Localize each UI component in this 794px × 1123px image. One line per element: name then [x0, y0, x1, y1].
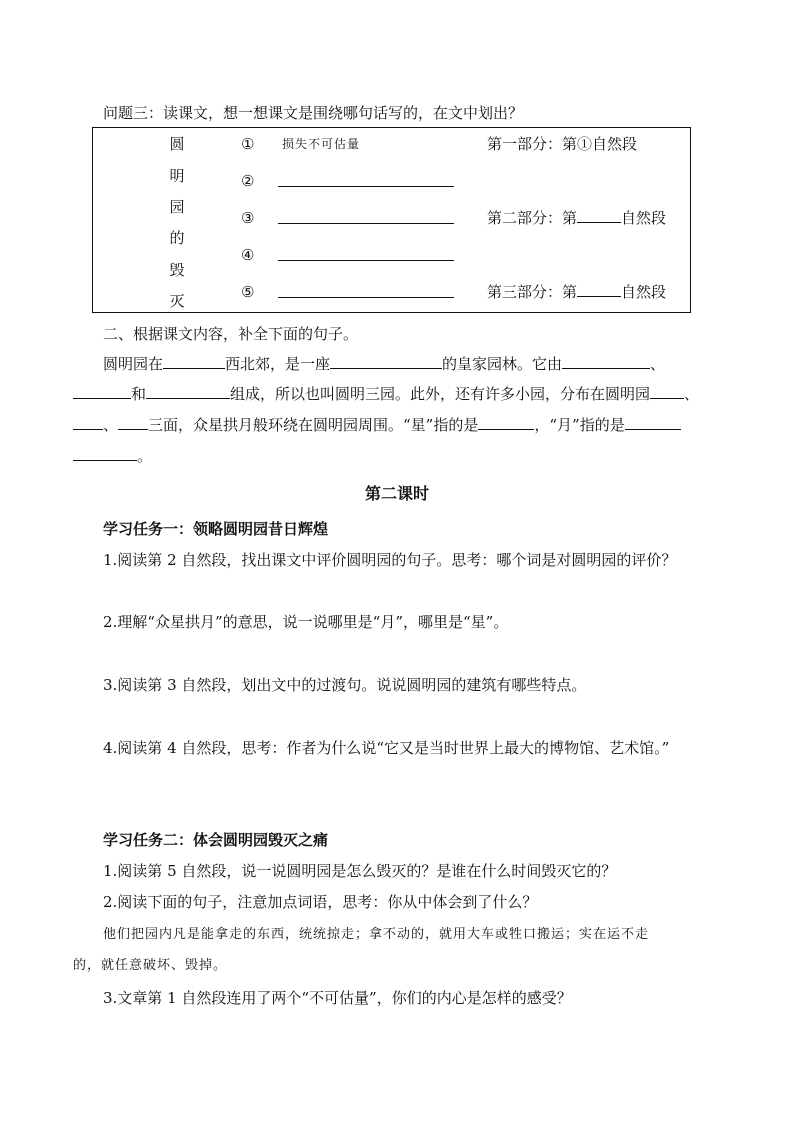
fill-blank[interactable] [625, 415, 681, 430]
task-two-q2: 2.阅读下面的句子，注意加点词语，思考：你从中体会到了什么？ [103, 893, 538, 911]
table-title-char: 明 [169, 167, 185, 185]
section-two-title: 二、根据课文内容，补全下面的句子。 [103, 325, 359, 343]
part-one: 第一部分：第①自然段 [487, 135, 638, 153]
quote-line-2: 的，就任意破坏、毁掉。 [73, 958, 228, 973]
row-number: ② [241, 172, 255, 190]
fill-line-2: 和 组成，所以也叫圆明三园。此外，还有许多小园，分布在圆明园 、 [73, 384, 699, 404]
fill-blank[interactable] [73, 446, 137, 461]
fill-line-4: 。 [73, 446, 152, 466]
fill-line-1: 圆明园在 西北郊，是一座 的皇家园林。它由 、 [103, 355, 666, 373]
quote-line-1: 他们把园内凡是能拿走的东西，统统掠走；拿不动的，就用大车或牲口搬运；实在运不走 [103, 927, 650, 942]
task-one-q3: 3.阅读第 3 自然段，划出文中的过渡句。说说圆明园的建筑有哪些特点。 [103, 676, 587, 694]
fill-blank[interactable] [73, 415, 103, 430]
row-number: ① [241, 135, 255, 153]
fill-blank[interactable] [562, 354, 650, 369]
part-two-blank[interactable] [577, 208, 621, 223]
row-number: ④ [241, 246, 255, 264]
fill-blank[interactable] [73, 384, 131, 399]
part-two: 第二部分：第 自然段 [487, 209, 667, 227]
table-title-char: 圆 [169, 135, 185, 153]
fill-blank[interactable] [146, 384, 230, 399]
fill-blank[interactable] [118, 415, 148, 430]
fill-blank[interactable] [163, 354, 225, 369]
fill-line-3: 、 三面，众星拱月般环绕在圆明园周围。“星”指的是 ，“月”指的是 [73, 415, 681, 435]
table-title-char: 灭 [169, 292, 185, 310]
answer-blank[interactable] [278, 260, 454, 261]
table-title-char: 园 [169, 198, 185, 216]
fill-blank[interactable] [478, 415, 534, 430]
part-three-blank[interactable] [577, 282, 621, 297]
answer-blank[interactable] [278, 186, 454, 187]
task-two-q3: 3.文章第 1 自然段连用了两个“不可估量”，你们的内心是怎样的感受？ [103, 989, 572, 1007]
table-title-char: 的 [169, 229, 185, 247]
task-two-q1: 1.阅读第 5 自然段，说一说圆明园是怎么毁灭的？是谁在什么时间毁灭它的？ [103, 862, 617, 880]
task-one-q1: 1.阅读第 2 自然段，找出课文中评价圆明园的句子。思考：哪个词是对圆明园的评价？ [103, 551, 677, 569]
row-number: ⑤ [241, 283, 255, 301]
task-one-q2: 2.理解“众星拱月”的意思，说一说哪里是“月”，哪里是“星”。 [103, 613, 509, 631]
answer-blank[interactable] [278, 297, 454, 298]
answer-blank[interactable] [278, 223, 454, 224]
task-two-title: 学习任务二：体会圆明园毁灭之痛 [103, 831, 329, 849]
table-title-char: 毁 [169, 261, 185, 279]
task-one-title: 学习任务一：领略圆明园昔日辉煌 [103, 520, 329, 538]
fill-blank[interactable] [650, 384, 684, 399]
lesson-two-title: 第二课时 [364, 484, 429, 503]
fill-blank[interactable] [330, 354, 442, 369]
row-number: ③ [241, 209, 255, 227]
question-three: 问题三：读课文，想一想课文是围绕哪句话写的，在文中划出？ [103, 104, 524, 122]
part-three: 第三部分：第 自然段 [487, 283, 667, 301]
row1-answer: 损失不可估量 [282, 137, 361, 151]
task-one-q4: 4.阅读第 4 自然段，思考：作者为什么说“它又是当时世界上最大的博物馆、艺术馆。” [103, 739, 670, 757]
